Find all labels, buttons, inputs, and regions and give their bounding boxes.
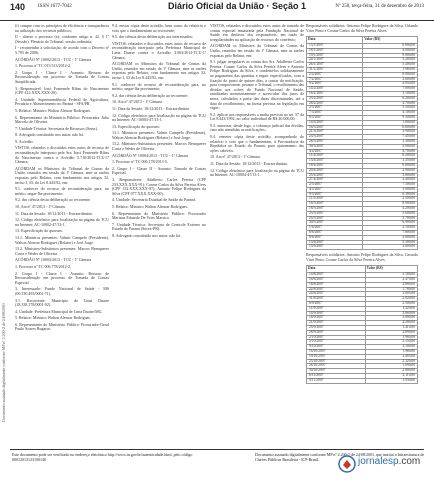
date-cell: 16/3/2007 xyxy=(307,125,363,130)
date-cell: 14/8/2007 xyxy=(307,273,366,278)
paragraph: VISTOS, relatados e discutidos estes autos de recurso de reconsideração interposto pela Prefeitura Municipal de Lima Duarte contra o Acórdão 3.063/2012-TCU-1ª Câmara; xyxy=(112,40,206,60)
date-cell: 11/5/2007 xyxy=(307,197,363,202)
page-number: 140 xyxy=(10,2,26,12)
value-cell: 2.500,00 xyxy=(365,302,417,307)
paragraph: 3.1. Recorrente: Município de Lima Duarte (18.338.178/0001-02). xyxy=(15,297,109,308)
paragraph: 5. Relator: Ministro Walton Alencar Rodrigues. xyxy=(112,204,188,209)
date-cell: 9/11/2007 xyxy=(307,378,366,383)
date-cell: 30/3/2007 xyxy=(307,144,363,149)
paragraph: ACÓRDÃO Nº 10002/2013 - TCU - 1ª Câmara xyxy=(15,56,92,62)
value-cell: 2.150,00 xyxy=(365,340,417,345)
debt-table-2 xyxy=(306,265,418,383)
value-cell: 3.100,00 xyxy=(365,345,417,350)
paragraph: 1. Processo nº TC 006.778/2012-2. xyxy=(15,263,71,269)
value-cell: 9.300,00 xyxy=(363,115,418,120)
footer-verification-note: Este documento pode ser verificado no endereço eletrônico http://www.in.gov.br/autenticidade.html, pelo código 00012013123100140 xyxy=(12,452,193,462)
paragraph: 1. Processo nº TC 015.513/2012-2. xyxy=(15,63,71,69)
paragraph: 9.1. conhecer do recurso de reconsideração para, no mérito, negar-lhe provimento; xyxy=(112,81,206,92)
value-cell: 1.780,00 xyxy=(365,287,417,292)
date-cell: 14/2/2007 xyxy=(307,87,363,92)
date-cell: 18/9/2007 xyxy=(307,316,366,321)
paragraph: 13.1. Ministros presentes: Valmir Campelo (Presidente), Walton Alencar Rodrigues (Relator) e José Jorge. xyxy=(15,234,109,245)
date-cell: 18/5/2007 xyxy=(307,207,363,212)
value-cell: 1.690,00 xyxy=(365,364,417,369)
value-cell: 5.400,00 xyxy=(363,63,418,68)
paragraph: 4. Unidade: Secretaria Estadual de Saúde do Paraná. xyxy=(112,197,196,203)
value-cell: 2.300,00 xyxy=(363,139,418,144)
date-cell: 11/4/2007 xyxy=(307,154,363,159)
table1-header-value: Valor (R$) xyxy=(363,37,418,44)
date-cell: 6/11/2007 xyxy=(307,373,366,378)
paragraph: ACORDAM os Ministros do Tribunal de Contas da União, reunidos em sessão da 1ª Câmara, ante as razões expostas pelo Relator, com fundamento nos artigos 32, inciso I, 33, da Lei 8.443/92, em: xyxy=(15,165,109,185)
logo-suffix: .com xyxy=(398,456,421,467)
value-cell: 2.700,00 xyxy=(363,101,418,106)
date-cell: 2/3/2007 xyxy=(307,106,363,111)
paragraph: 4. Unidade: Prefeitura Municipal de Lima Duarte/MG. xyxy=(15,308,103,314)
value-cell: 6.000,00 xyxy=(363,163,418,168)
value-cell: 2.005,00 xyxy=(365,292,417,297)
value-cell: 1.960,00 xyxy=(365,335,417,340)
paragraph: 12. Código eletrônico para localização na página do TCU na Internet: AC-10004-47/13-1. xyxy=(210,167,304,178)
date-cell: 11/9/2007 xyxy=(307,306,366,311)
value-cell: 4.000,00 xyxy=(363,235,418,240)
date-cell: 25/9/2007 xyxy=(307,326,366,331)
value-cell: 1.410,00 xyxy=(365,326,417,331)
date-cell: 31/1/2007 xyxy=(307,67,363,72)
value-cell: 2.405,00 xyxy=(365,354,417,359)
paragraph: 3. Responsáveis: Adalberto Carlos Pereira (CPF 233.XXX.XXX-91); Cosme Carlos da Silva Pereira Alves (CPF 152.XXX.XXX-87); Antonio Felipe Rodrigues da Silva (CPF 077.XXX.XXX-00). xyxy=(112,177,206,196)
jornalesp-logo-icon xyxy=(338,455,356,473)
paragraph: ACORDAM os Ministros do Tribunal de Contas da União, reunidos em sessão da 1ª Câmara, ante as razões expostas pelo Relator, em: xyxy=(210,43,304,58)
paragraph: 9.5. dar ciência desta deliberação aos interessados; xyxy=(112,34,194,40)
table1-header-date: Data xyxy=(307,37,363,44)
paragraph: VISTOS, relatados e discutidos estes autos de recurso de reconsideração interposto pela Sra. Iraci Fontenele Ribas do Nascimento contra o Acórdão 5.710/2012-TCU-1ª Câmara; xyxy=(15,145,109,165)
value-cell: 3.900,00 xyxy=(363,130,418,135)
paragraph: 9.2. dar ciência desta deliberação ao recorrente; xyxy=(112,92,189,98)
date-cell: 25/4/2007 xyxy=(307,173,363,178)
paragraph: 5. Relator: Ministro Walton Alencar Rodrigues. xyxy=(15,315,91,321)
footer-divider xyxy=(10,449,424,450)
paragraph: 10. Ata nº 47/2013 - 1ª Câmara. xyxy=(210,154,261,160)
date-cell: 13/4/2007 xyxy=(307,159,363,164)
value-cell: 2.110,00 xyxy=(365,373,417,378)
value-cell: 8.200,00 xyxy=(363,154,418,159)
value-cell: 2.020,00 xyxy=(365,297,417,302)
value-cell: 7.000,00 xyxy=(363,87,418,92)
paragraph: 13. Especificação do quorum: xyxy=(112,123,160,129)
table-row xyxy=(307,378,418,383)
value-cell: 6.200,00 xyxy=(363,96,418,101)
value-cell: 3.350,00 xyxy=(363,159,418,164)
jornalesp-logo-text[interactable] xyxy=(358,456,420,467)
value-cell: 4.200,00 xyxy=(363,207,418,212)
value-cell: 2.470,00 xyxy=(365,278,417,283)
date-cell: 25/5/2007 xyxy=(307,216,363,221)
value-cell: 6.300,00 xyxy=(363,192,418,197)
date-cell: 19/1/2007 xyxy=(307,53,363,58)
footer-signature-note: Documento assinado digitalmente conforme MP nº 2.200-2 de 24/08/2001, que institui a Infraestrutura de Chaves Públicas Brasileira - ICP-Brasil. xyxy=(255,452,425,462)
value-cell: 2.890,00 xyxy=(365,330,417,335)
paragraph: 8. Advogado constituído nos autos: não há. xyxy=(112,232,181,238)
paragraph: 2. Grupo I - Classe II - Assunto: Tomada de Contas Especial. xyxy=(112,165,206,176)
date-cell: 16/8/2007 xyxy=(307,278,366,283)
date-cell: 23/2/2007 xyxy=(307,96,363,101)
date-cell: 16/2/2007 xyxy=(307,91,363,96)
paragraph: 4. Unidade: Superintendência Federal de Agricultura, Pecuária e Abastecimento no Paraná - SFA/PR. xyxy=(15,96,109,107)
date-cell: 19/10/2007 xyxy=(307,354,366,359)
logo-name: jornalesp xyxy=(358,456,399,467)
date-cell: 26/1/2007 xyxy=(307,63,363,68)
date-cell: 28/3/2007 xyxy=(307,139,363,144)
date-cell: 9/10/2007 xyxy=(307,345,366,350)
paragraph: 3. Interessado: Fundo Nacional de Saúde - MS (00.530.493/0001-71). xyxy=(15,286,109,296)
date-cell: 21/9/2007 xyxy=(307,321,366,326)
paragraph: 9.4. enviar cópia deste acórdão, bem como do relatório e voto que o fundamentam ao recorrente; xyxy=(112,24,206,33)
value-cell: 2.500,00 xyxy=(363,197,418,202)
value-cell: 2.080,00 xyxy=(365,282,417,287)
value-cell: 2.200,00 xyxy=(365,321,417,326)
date-cell: 26/10/2007 xyxy=(307,364,366,369)
value-cell: 6.600,00 xyxy=(363,125,418,130)
value-cell: 2.900,00 xyxy=(363,168,418,173)
paragraph: 13.2. Ministros-Substitutos presentes: Marcos Bemquerer Costa e Weder de Oliveira. xyxy=(15,246,109,256)
paragraph: 12. Código eletrônico para localização na página do TCU na Internet: AC-10002-47/13-1. xyxy=(15,217,109,227)
paragraph: 6. Representante do Ministério Público: Procurador Marinus Eduardo De Vries Marsico. xyxy=(112,210,206,221)
date-cell: 18/4/2007 xyxy=(307,163,363,168)
column-1 xyxy=(15,24,109,444)
date-cell: 23/3/2007 xyxy=(307,135,363,140)
paragraph: 11. Data da Sessão: 10/12/2013 - Extraordinária. xyxy=(210,161,288,167)
value-cell: 3.000,00 xyxy=(365,316,417,321)
date-cell: 8/6/2007 xyxy=(307,235,363,240)
paragraph: 10. Ata nº 47/2013 - 1ª Câmara. xyxy=(15,204,66,209)
date-cell: 9/5/2007 xyxy=(307,192,363,197)
value-cell: 9.000,00 xyxy=(363,53,418,58)
date-cell: 7/2/2007 xyxy=(307,77,363,82)
date-cell: 31/8/2007 xyxy=(307,297,366,302)
date-cell: 13/6/2007 xyxy=(307,240,363,245)
value-cell: 3.700,00 xyxy=(363,216,418,221)
date-cell: 30/10/2007 xyxy=(307,369,366,374)
paragraph: I - recomendar a solicitação; de acordo com o Decreto nº 5.705 de 2006; xyxy=(15,45,109,55)
value-cell: 5.300,00 xyxy=(363,240,418,245)
paragraph: 9.1. conhecer do recurso de reconsideração para, no mérito, negar-lhe provimento; xyxy=(15,186,109,196)
date-cell: 16/5/2007 xyxy=(307,202,363,207)
date-cell: 23/5/2007 xyxy=(307,211,363,216)
paragraph: 9. Acórdão: xyxy=(15,138,34,144)
value-cell: 3.200,00 xyxy=(363,58,418,63)
date-cell: 6/9/2007 xyxy=(307,302,366,307)
value-cell: 3.100,00 xyxy=(363,91,418,96)
paragraph: 7. Unidade Técnica: Secretaria de Controle Externo no Estado do Paraná (Secex-PR). xyxy=(112,221,206,232)
value-cell: 3.600,00 xyxy=(363,245,418,250)
value-cell: 7.800,00 xyxy=(363,231,418,236)
value-cell: 7.100,00 xyxy=(363,183,418,188)
date-cell: 20/4/2007 xyxy=(307,168,363,173)
value-cell: 7.450,00 xyxy=(363,135,418,140)
column-3 xyxy=(210,24,304,444)
paragraph: 11. Data da Sessão: 10/12/2013 - Extraordinária. xyxy=(112,105,190,111)
responsible-parties-1: Responsáveis solidários: Antonio Felipe Rodrigues da Silva, Orlando Vitor Pinto e Cosme Carlos da Silva Pereira Alves. xyxy=(306,24,418,33)
value-cell: 4.700,00 xyxy=(363,149,418,154)
paragraph: 3. Responsável: Iraci Fontenele Ribas do Nascimento (CPF 412.XXX.XXX-20). xyxy=(15,85,109,96)
debt-table-1 xyxy=(306,36,418,250)
value-cell: 1.320,00 xyxy=(365,306,417,311)
paragraph: 13.1. Ministros presentes: Valmir Campelo (Presidente), Walton Alencar Rodrigues (Relator) e José Jorge. xyxy=(112,130,206,140)
paragraph: (i) cumpre com os princípios de eficiência e transparência na utilização dos recursos públicos; xyxy=(15,24,109,33)
date-cell: 5/10/2007 xyxy=(307,340,366,345)
value-cell: 5.800,00 xyxy=(363,173,418,178)
paragraph: 9.1. julgar irregulares as contas dos Srs. Adalberto Carlos Pereira, Cosme Carlos da Silva Pereira Alves e Antonio Felipe Rodrigues da Silva, e condená-los solidariamente ao pagamento das quantias a seguir especificadas, com a fixação do prazo de quinze dias, a contar da notificação, para comprovarem, perante o Tribunal, o recolhimento das dívidas aos cofres do Fundo Nacional de Saúde, atualizadas monetariamente e acrescidas dos juros de mora, calculados a partir das datas discriminadas, até a data do recolhimento, na forma prevista na legislação em vigor; xyxy=(210,59,304,111)
value-cell: 2.800,00 xyxy=(365,369,417,374)
value-cell: 3.000,00 xyxy=(363,187,418,192)
paragraph: 6. Representante do Ministério Público: Procurador-Geral Paulo Soares Bugarin. xyxy=(15,321,109,332)
date-cell: 21/3/2007 xyxy=(307,130,363,135)
paragraph: 5. Relator: Ministro Walton Alencar Rodrigues. xyxy=(15,107,91,113)
value-cell: 6.900,00 xyxy=(363,221,418,226)
table2-header-value: Valor (R$) xyxy=(365,266,417,273)
paragraph: 10. Ata nº 47/2013 - 1ª Câmara. xyxy=(112,99,163,105)
date-cell: 18/8/2007 xyxy=(307,282,366,287)
page-header xyxy=(0,0,434,21)
date-cell: 13/1/2007 xyxy=(307,43,363,48)
paragraph: 1. Processo nº TC 006.178/2013-5. xyxy=(112,159,168,165)
value-cell: 1.800,00 xyxy=(363,120,418,125)
paragraph: 13. Especificação do quorum: xyxy=(15,228,63,234)
paragraph: ACÓRDÃO Nº 10004/2013 - TCU - 1ª Câmara xyxy=(112,152,189,158)
paragraph: 7. Unidade Técnica: Secretaria de Recursos (Serur). xyxy=(15,125,99,131)
date-cell: 7/3/2007 xyxy=(307,111,363,116)
column-2 xyxy=(112,24,206,444)
value-cell: 8.000,00 xyxy=(363,72,418,77)
paragraph: 13.2. Ministros-Substitutos presentes: Marcos Bemquerer Costa e Weder de Oliveira. xyxy=(112,141,206,152)
value-cell: 4.100,00 xyxy=(363,111,418,116)
date-cell: 16/10/2007 xyxy=(307,349,366,354)
value-cell: 1.980,00 xyxy=(365,349,417,354)
value-cell: 5.600,00 xyxy=(363,211,418,216)
paragraph: ACÓRDÃO Nº 10003/2013 - TCU - 1ª Câmara xyxy=(15,257,92,263)
paragraph: 8. Advogado constituído nos autos: não há. xyxy=(15,132,84,138)
paragraph: 12. Código eletrônico para localização na página do TCU na Internet: AC-10003-47/13-1. xyxy=(112,112,206,123)
date-cell: 1/6/2007 xyxy=(307,226,363,231)
date-cell: 2/5/2007 xyxy=(307,183,363,188)
date-cell: 23/10/2007 xyxy=(307,359,366,364)
paragraph: VISTOS, relatados e discutidos estes autos de tomada de contas especial instaurada pela Fundação Nacional de Saúde em desfavor dos responsáveis, em razão de irregularidades na aplicação de recursos do convênio; xyxy=(210,24,304,42)
value-cell: 2.100,00 xyxy=(363,226,418,231)
paragraph: ACORDAM os Ministros do Tribunal de Contas da União, reunidos em sessão da 1ª Câmara, ante as razões expostas pelo Relator, com fundamento nos artigos 32, inciso I, 33 da Lei 8.443/92, em: xyxy=(112,61,206,80)
date-cell: 9/3/2007 xyxy=(307,115,363,120)
value-cell: 4.850,00 xyxy=(363,82,418,87)
date-cell: 2/2/2007 xyxy=(307,72,363,77)
value-cell: 3.500,00 xyxy=(365,273,417,278)
date-cell: 4/4/2007 xyxy=(307,149,363,154)
paragraph: 11. Data da Sessão: 10/12/2013 - Extraordinária. xyxy=(15,210,93,216)
value-cell: 4.400,00 xyxy=(363,178,418,183)
value-cell: 1.960,00 xyxy=(363,67,418,72)
date-cell: 24/1/2007 xyxy=(307,58,363,63)
issn: ISSN 1677-7042 xyxy=(38,4,72,9)
date-cell: 27/4/2007 xyxy=(307,178,363,183)
date-cell: 24/8/2007 xyxy=(307,292,366,297)
value-cell: 1.930,00 xyxy=(365,378,417,383)
date-cell: 28/9/2007 xyxy=(307,330,366,335)
value-cell: 5.000,00 xyxy=(363,144,418,149)
date-cell: 2/10/2007 xyxy=(307,335,366,340)
table-row xyxy=(307,245,418,250)
publication-title: Diário Oficial da União · Seção 1 xyxy=(168,1,307,11)
value-cell: 8.900,00 xyxy=(363,202,418,207)
value-cell: 2.600,00 xyxy=(363,77,418,82)
value-cell: 2.320,00 xyxy=(365,359,417,364)
date-cell: 14/3/2007 xyxy=(307,120,363,125)
side-signature-note: Documento assinado digitalmente conforme MP nº 2.200-2 de 24/08/2001 xyxy=(1,303,6,422)
paragraph: 2. Grupo I - Classe I - Assunto: Recurso de Reconsideração em processo de Tomada de Contas Simplificada. xyxy=(15,69,109,84)
date-cell: 9/2/2007 xyxy=(307,82,363,87)
paragraph: 6. Representante do Ministério Público: Procurador Júlio Marcelo de Oliveira. xyxy=(15,114,109,125)
paragraph: 9.4. remeter cópia deste acórdão, acompanhado do relatório e voto que o fundamentam, à Procuradoria da República no Estado do Paraná, para ajuizamento das ações cabíveis. xyxy=(210,134,304,153)
responsible-parties-2: Responsáveis solidários: Antonio Felipe Rodrigues da Silva, Gerardo Vitor Pinto, Cosme Carlos da Silva Pereira Alves. xyxy=(306,252,418,262)
table2-header-date: Data xyxy=(307,266,366,273)
value-cell: 5.500,00 xyxy=(363,106,418,111)
date-cell: 4/5/2007 xyxy=(307,187,363,192)
date-cell: 30/5/2007 xyxy=(307,221,363,226)
paragraph: 9.2. dar ciência desta deliberação ao recorrente. xyxy=(15,197,92,203)
paragraph: II - alterar o processo (a); conforme artigo n. 42, § 1º (Sessão). Plenário do Tribunal, sessão ordinária; xyxy=(15,34,109,44)
value-cell: 4.000,00 xyxy=(363,48,418,53)
date-cell: 14/9/2007 xyxy=(307,311,366,316)
paragraph: 9.3. autorizar, desde logo, a cobrança judicial das dívidas, caso não atendidas as notificações; xyxy=(210,122,304,133)
date-cell: 18/1/2007 xyxy=(307,48,363,53)
date-cell: 15/6/2007 xyxy=(307,245,363,250)
value-cell: 2.060,00 xyxy=(365,311,417,316)
date-cell: 6/6/2007 xyxy=(307,231,363,236)
edition-date: Nº 250, terça-feira, 31 de dezembro de 2013 xyxy=(335,4,424,9)
paragraph: 2. Grupo I - Classe I - Assunto: Recurso de Reconsideração em processo de Tomada de Contas Especial. xyxy=(15,270,109,285)
paragraph: 9.2. aplicar aos responsáveis a multa prevista no art. 57 da Lei 8.443/1992, no valor individual de R$ 20.000,00; xyxy=(210,111,304,122)
value-cell: 6.800,00 xyxy=(363,43,418,48)
date-cell: 22/8/2007 xyxy=(307,287,366,292)
date-cell: 28/2/2007 xyxy=(307,101,363,106)
column-4 xyxy=(306,24,418,434)
